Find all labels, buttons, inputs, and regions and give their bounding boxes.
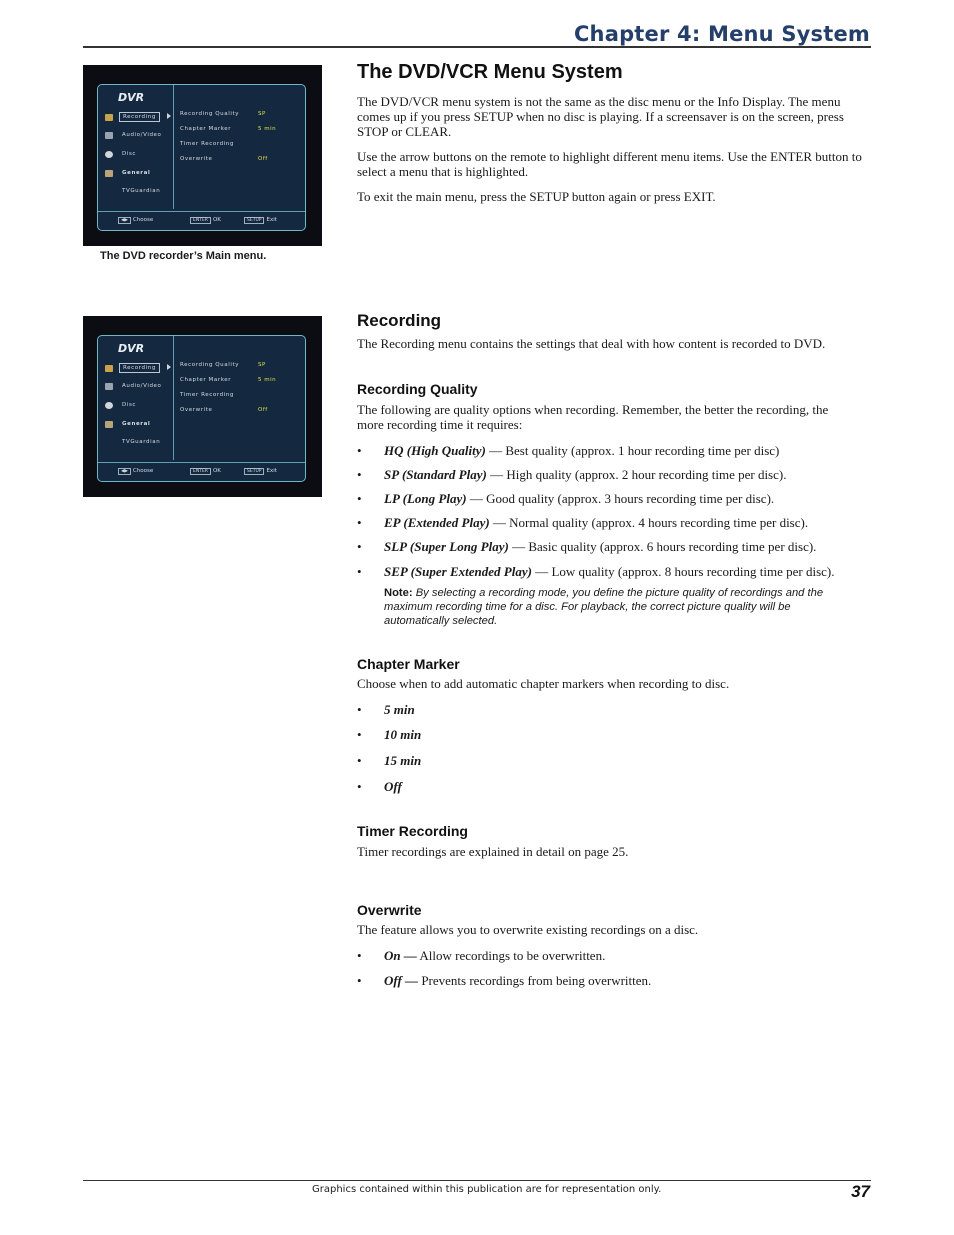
list-term: On —: [384, 948, 417, 963]
chapter-heading: Chapter 4: Menu System: [573, 22, 870, 46]
menu-item-tvguardian: TVGuardian: [122, 439, 161, 445]
arrow-right-icon: [167, 364, 171, 370]
hint-label: Exit: [266, 468, 277, 474]
recording-icon: [105, 114, 113, 121]
disc-icon: [105, 402, 113, 409]
hint-exit: [244, 217, 277, 224]
menu-item-general: General: [122, 170, 151, 176]
menu-item-audio-video: Audio/Video: [122, 132, 162, 138]
overwrite-heading: Overwrite: [357, 902, 422, 918]
list-item: • SP (Standard Play) — High quality (approx. 2 hour recording time per disc).: [357, 467, 787, 482]
option-timer-recording: Timer Recording: [180, 141, 234, 147]
note-text: By selecting a recording mode, you define the picture quality of recordings and the maximum recording time for a disc. For playback, the correct picture quality will be automatically selected.: [384, 587, 824, 627]
list-desc: Prevents recordings from being overwritten.: [418, 973, 652, 988]
hint-label: Choose: [132, 468, 154, 474]
value-recording-quality: SP: [258, 111, 266, 117]
footer-rule: [83, 1180, 871, 1181]
list-term: SP (Standard Play): [384, 467, 487, 482]
page-title: The DVD/VCR Menu System: [357, 61, 623, 83]
hint-label: OK: [212, 468, 221, 474]
hint-ok: [190, 217, 221, 224]
general-icon: [105, 421, 113, 428]
hint-label: Choose: [132, 217, 154, 223]
hint-choose: [118, 217, 153, 224]
list-item: • On — Allow recordings to be overwritten.: [357, 948, 606, 963]
hint-label: OK: [212, 217, 221, 223]
list-item: • LP (Long Play) — Good quality (approx. 3 hours recording time per disc).: [357, 491, 775, 506]
note-label: Note:: [384, 587, 413, 599]
dvr-menu-panel: [97, 84, 306, 231]
hint-label: Exit: [266, 217, 277, 223]
list-item: • 10 min: [357, 727, 422, 742]
menu-item-general: General: [122, 421, 151, 427]
dvr-logo: DVR: [118, 342, 145, 355]
disc-icon: [105, 151, 113, 158]
option-chapter-marker: Chapter Marker: [180, 377, 232, 383]
footer-note: Graphics contained within this publication are for representation only.: [312, 1184, 662, 1195]
dvr-main-menu-screenshot: [83, 65, 322, 246]
list-term: Off: [384, 779, 402, 794]
list-desc: — Normal quality (approx. 4 hours recording time per disc).: [489, 515, 809, 530]
menu-divider: [173, 336, 174, 460]
list-term: SLP (Super Long Play): [384, 539, 509, 554]
page-number: 37: [851, 1182, 870, 1201]
list-term: SEP (Super Extended Play): [384, 564, 532, 579]
list-item: • EP (Extended Play) — Normal quality (approx. 4 hours recording time per disc).: [357, 515, 809, 530]
list-desc: — Basic quality (approx. 6 hours recording time per disc).: [508, 539, 817, 554]
chapter-marker-heading: Chapter Marker: [357, 656, 460, 672]
value-overwrite: Off: [258, 407, 268, 413]
option-chapter-marker: Chapter Marker: [180, 126, 232, 132]
menu-item-recording: Recording: [119, 363, 160, 373]
hint-key: ◀▶: [118, 217, 131, 224]
general-icon: [105, 170, 113, 177]
list-item: • Off: [357, 779, 402, 794]
quality-note: [384, 586, 854, 628]
list-item: • SLP (Super Long Play) — Basic quality (approx. 6 hours recording time per disc).: [357, 539, 817, 554]
dvr-logo: DVR: [118, 91, 145, 104]
value-recording-quality: SP: [258, 362, 266, 368]
value-chapter-marker: 5 min: [258, 126, 277, 132]
intro-paragraph-1: The DVD/VCR menu system is not the same as the disc menu or the Info Display. The menu comes up if you press SETUP when no disc is playing. If a screensaver is on the screen, press STOP or CLEAR.: [357, 94, 844, 139]
list-item: • 15 min: [357, 753, 422, 768]
intro-paragraph-2: Use the arrow buttons on the remote to highlight different menu items. Use the ENTER button to select a menu that is highlighted.: [357, 149, 862, 179]
hint-key: ◀▶: [118, 468, 131, 475]
timer-recording-heading: Timer Recording: [357, 823, 468, 839]
hint-bar: [98, 211, 305, 212]
recording-quality-intro: The following are quality options when recording. Remember, the better the recording, the more recording time it requires:: [357, 402, 829, 432]
list-desc: — High quality (approx. 2 hour recording time per disc).: [486, 467, 787, 482]
option-overwrite: Overwrite: [180, 407, 213, 413]
list-item: • Off — Prevents recordings from being overwritten.: [357, 973, 652, 988]
list-desc: — Low quality (approx. 8 hours recording time per disc).: [531, 564, 835, 579]
list-term: EP (Extended Play): [384, 515, 490, 530]
hint-key: ENTER: [190, 468, 211, 475]
chapter-marker-intro: Choose when to add automatic chapter markers when recording to disc.: [357, 676, 730, 691]
dvr-menu-panel: [97, 335, 306, 482]
hint-key: SETUP: [244, 468, 264, 475]
recording-quality-heading: Recording Quality: [357, 381, 478, 397]
option-timer-recording: Timer Recording: [180, 392, 234, 398]
menu-item-audio-video: Audio/Video: [122, 383, 162, 389]
menu-item-disc: Disc: [122, 402, 137, 408]
option-recording-quality: Recording Quality: [180, 362, 240, 368]
list-item: • HQ (High Quality) — Best quality (approx. 1 hour recording time per disc): [357, 443, 780, 458]
audio-video-icon: [105, 383, 113, 390]
overwrite-intro: The feature allows you to overwrite existing recordings on a disc.: [357, 922, 699, 937]
dvr-recording-menu-screenshot: [83, 316, 322, 497]
arrow-right-icon: [167, 113, 171, 119]
menu-item-disc: Disc: [122, 151, 137, 157]
list-term: 15 min: [384, 753, 422, 768]
list-term: 10 min: [384, 727, 422, 742]
value-chapter-marker: 5 min: [258, 377, 277, 383]
list-term: Off —: [384, 973, 419, 988]
hint-key: ENTER: [190, 217, 211, 224]
hint-ok: [190, 468, 221, 475]
list-item: • 5 min: [357, 702, 415, 717]
list-desc: — Best quality (approx. 1 hour recording time per disc): [485, 443, 780, 458]
figure-caption: The DVD recorder’s Main menu.: [100, 250, 267, 262]
hint-exit: [244, 468, 277, 475]
list-item: • SEP (Super Extended Play) — Low quality (approx. 8 hours recording time per disc).: [357, 564, 835, 579]
menu-item-tvguardian: TVGuardian: [122, 188, 161, 194]
menu-divider: [173, 85, 174, 209]
list-term: 5 min: [384, 702, 415, 717]
hint-choose: [118, 468, 153, 475]
list-term: HQ (High Quality): [384, 443, 486, 458]
hint-key: SETUP: [244, 217, 264, 224]
recording-intro: The Recording menu contains the settings that deal with how content is recorded to DVD.: [357, 336, 826, 351]
option-recording-quality: Recording Quality: [180, 111, 240, 117]
recording-heading: Recording: [357, 311, 442, 330]
option-overwrite: Overwrite: [180, 156, 213, 162]
list-term: LP (Long Play): [384, 491, 467, 506]
list-desc: — Good quality (approx. 3 hours recording time per disc).: [466, 491, 775, 506]
value-overwrite: Off: [258, 156, 268, 162]
audio-video-icon: [105, 132, 113, 139]
header-rule: [83, 46, 871, 48]
recording-icon: [105, 365, 113, 372]
intro-paragraph-3: To exit the main menu, press the SETUP button again or press EXIT.: [357, 189, 716, 204]
list-desc: Allow recordings to be overwritten.: [416, 948, 606, 963]
hint-bar: [98, 462, 305, 463]
menu-item-recording: Recording: [119, 112, 160, 122]
timer-recording-intro: Timer recordings are explained in detail on page 25.: [357, 844, 629, 859]
